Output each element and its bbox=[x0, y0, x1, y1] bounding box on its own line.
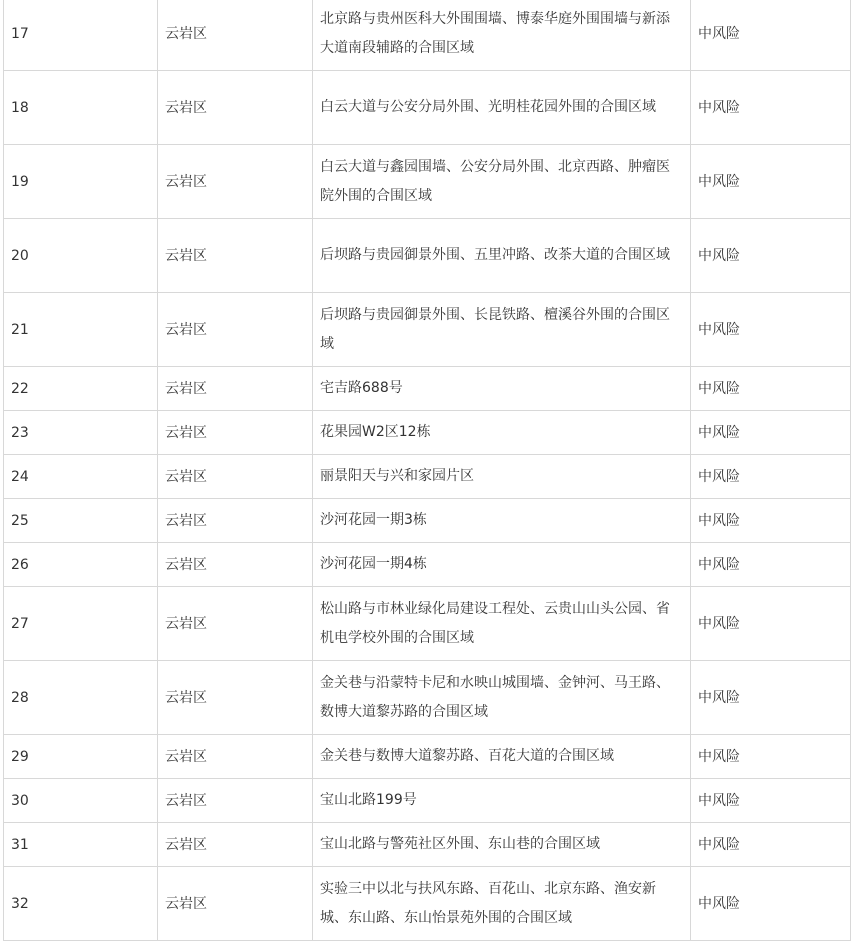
risk-level-cell: 中风险 bbox=[691, 219, 851, 293]
address-cell: 金关巷与数博大道黎苏路、百花大道的合围区域 bbox=[313, 735, 691, 779]
district-cell: 云岩区 bbox=[158, 499, 313, 543]
district-cell: 云岩区 bbox=[158, 455, 313, 499]
address-cell: 宝山北路199号 bbox=[313, 779, 691, 823]
district-cell: 云岩区 bbox=[158, 219, 313, 293]
row-number-cell: 32 bbox=[4, 867, 158, 941]
address-cell: 金关巷与沿蒙特卡尼和水映山城围墙、金钟河、马王路、数博大道黎苏路的合围区域 bbox=[313, 661, 691, 735]
row-number-cell: 21 bbox=[4, 293, 158, 367]
table-row bbox=[4, 823, 851, 867]
district-cell: 云岩区 bbox=[158, 293, 313, 367]
table-row bbox=[4, 0, 851, 71]
district-cell: 云岩区 bbox=[158, 543, 313, 587]
row-number-cell: 26 bbox=[4, 543, 158, 587]
row-number-cell: 31 bbox=[4, 823, 158, 867]
table-row bbox=[4, 867, 851, 941]
risk-level-cell: 中风险 bbox=[691, 735, 851, 779]
address-cell: 实验三中以北与扶风东路、百花山、北京东路、渔安新城、东山路、东山怡景苑外围的合围区域 bbox=[313, 867, 691, 941]
table-row bbox=[4, 499, 851, 543]
district-cell: 云岩区 bbox=[158, 145, 313, 219]
risk-level-cell: 中风险 bbox=[691, 455, 851, 499]
table-row bbox=[4, 71, 851, 145]
table-row bbox=[4, 779, 851, 823]
risk-level-cell: 中风险 bbox=[691, 867, 851, 941]
table-row bbox=[4, 367, 851, 411]
row-number-cell: 22 bbox=[4, 367, 158, 411]
risk-level-cell: 中风险 bbox=[691, 543, 851, 587]
risk-level-cell: 中风险 bbox=[691, 145, 851, 219]
address-cell: 松山路与市林业绿化局建设工程处、云贵山山头公园、省机电学校外围的合围区域 bbox=[313, 587, 691, 661]
risk-level-cell: 中风险 bbox=[691, 411, 851, 455]
district-cell: 云岩区 bbox=[158, 661, 313, 735]
district-cell: 云岩区 bbox=[158, 411, 313, 455]
risk-level-cell: 中风险 bbox=[691, 823, 851, 867]
row-number-cell: 27 bbox=[4, 587, 158, 661]
risk-area-table bbox=[3, 0, 851, 941]
address-cell: 丽景阳天与兴和家园片区 bbox=[313, 455, 691, 499]
table-row bbox=[4, 661, 851, 735]
risk-level-cell: 中风险 bbox=[691, 587, 851, 661]
table-row bbox=[4, 293, 851, 367]
row-number-cell: 19 bbox=[4, 145, 158, 219]
row-number-cell: 28 bbox=[4, 661, 158, 735]
address-cell: 宝山北路与警苑社区外围、东山巷的合围区域 bbox=[313, 823, 691, 867]
row-number-cell: 20 bbox=[4, 219, 158, 293]
table-row bbox=[4, 455, 851, 499]
risk-level-cell: 中风险 bbox=[691, 0, 851, 71]
district-cell: 云岩区 bbox=[158, 71, 313, 145]
risk-level-cell: 中风险 bbox=[691, 367, 851, 411]
table-row bbox=[4, 543, 851, 587]
risk-level-cell: 中风险 bbox=[691, 71, 851, 145]
row-number-cell: 23 bbox=[4, 411, 158, 455]
address-cell: 花果园W2区12栋 bbox=[313, 411, 691, 455]
district-cell: 云岩区 bbox=[158, 867, 313, 941]
row-number-cell: 29 bbox=[4, 735, 158, 779]
risk-level-cell: 中风险 bbox=[691, 293, 851, 367]
risk-level-cell: 中风险 bbox=[691, 779, 851, 823]
district-cell: 云岩区 bbox=[158, 367, 313, 411]
table-body bbox=[4, 0, 851, 941]
row-number-cell: 24 bbox=[4, 455, 158, 499]
table-row bbox=[4, 145, 851, 219]
address-cell: 后坝路与贵园御景外围、长昆铁路、檀溪谷外围的合围区域 bbox=[313, 293, 691, 367]
table-row bbox=[4, 219, 851, 293]
row-number-cell: 25 bbox=[4, 499, 158, 543]
row-number-cell: 18 bbox=[4, 71, 158, 145]
district-cell: 云岩区 bbox=[158, 587, 313, 661]
risk-level-cell: 中风险 bbox=[691, 499, 851, 543]
district-cell: 云岩区 bbox=[158, 735, 313, 779]
address-cell: 白云大道与鑫园围墙、公安分局外围、北京西路、肿瘤医院外围的合围区域 bbox=[313, 145, 691, 219]
district-cell: 云岩区 bbox=[158, 823, 313, 867]
address-cell: 沙河花园一期3栋 bbox=[313, 499, 691, 543]
row-number-cell: 30 bbox=[4, 779, 158, 823]
row-number-cell: 17 bbox=[4, 0, 158, 71]
table-row bbox=[4, 735, 851, 779]
risk-level-cell: 中风险 bbox=[691, 661, 851, 735]
address-cell: 后坝路与贵园御景外围、五里冲路、改茶大道的合围区域 bbox=[313, 219, 691, 293]
address-cell: 沙河花园一期4栋 bbox=[313, 543, 691, 587]
address-cell: 白云大道与公安分局外围、光明桂花园外围的合围区域 bbox=[313, 71, 691, 145]
address-cell: 宅吉路688号 bbox=[313, 367, 691, 411]
table-row bbox=[4, 411, 851, 455]
district-cell: 云岩区 bbox=[158, 779, 313, 823]
address-cell: 北京路与贵州医科大外围围墙、博泰华庭外围围墙与新添大道南段辅路的合围区域 bbox=[313, 0, 691, 71]
district-cell: 云岩区 bbox=[158, 0, 313, 71]
table-row bbox=[4, 587, 851, 661]
